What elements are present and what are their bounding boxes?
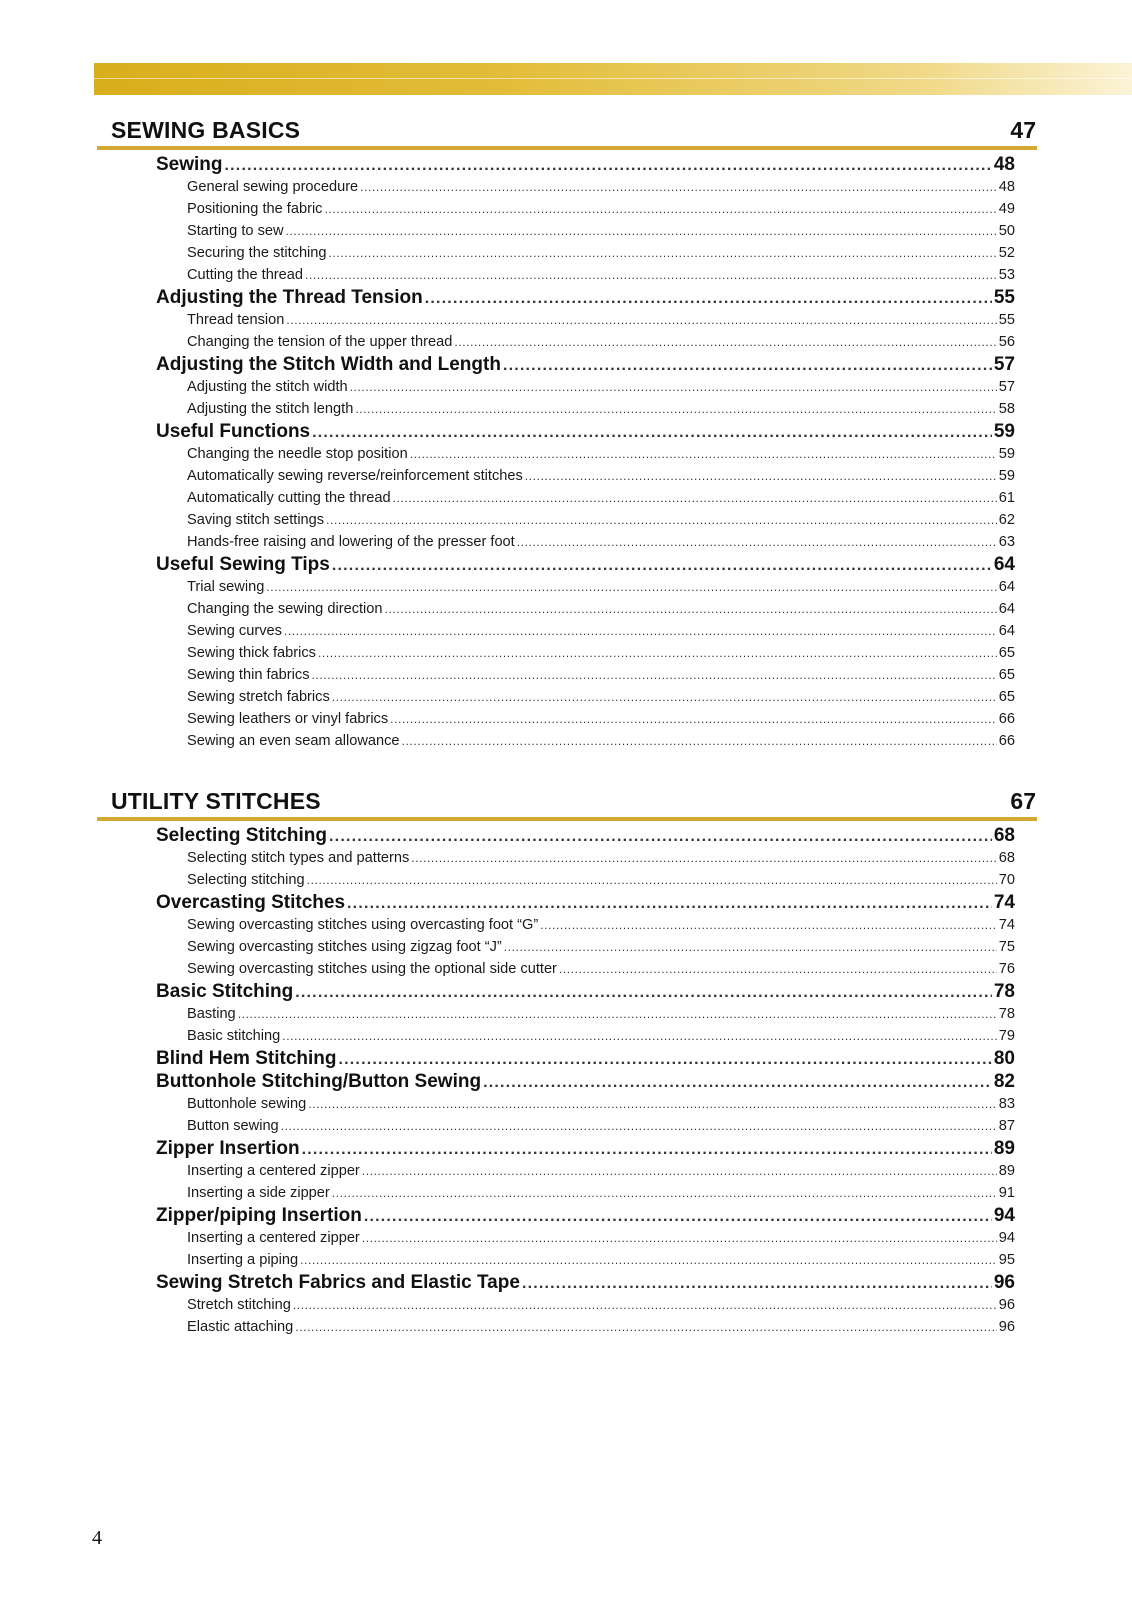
leader-dots bbox=[355, 398, 996, 420]
topic-title: Changing the sewing direction bbox=[187, 601, 383, 617]
toc-chapter-entry[interactable] bbox=[156, 1137, 1015, 1160]
toc-topic-entry[interactable] bbox=[187, 376, 1015, 398]
leader-dots bbox=[332, 686, 997, 708]
toc-chapter-entry[interactable] bbox=[156, 153, 1015, 176]
topic-title: Positioning the fabric bbox=[187, 201, 323, 217]
toc-topic-entry[interactable] bbox=[187, 686, 1015, 708]
topic-title: Starting to sew bbox=[187, 223, 284, 239]
leader-dots bbox=[329, 242, 997, 264]
leader-dots bbox=[305, 264, 997, 286]
topic-title: General sewing procedure bbox=[187, 179, 359, 195]
topic-title: Automatically cutting the thread bbox=[187, 490, 391, 506]
leader-dots bbox=[266, 576, 996, 598]
topic-page-number: 59 bbox=[998, 468, 1015, 484]
topic-page-number: 78 bbox=[998, 1006, 1015, 1022]
chapter-page-number: 96 bbox=[993, 1272, 1015, 1293]
toc-topic-entry[interactable] bbox=[187, 398, 1015, 420]
topic-page-number: 68 bbox=[998, 850, 1015, 866]
chapter-page-number: 78 bbox=[993, 981, 1015, 1002]
topic-page-number: 66 bbox=[998, 733, 1015, 749]
topic-title: Sewing overcasting stitches using overcasting foot “G” bbox=[187, 917, 539, 933]
leader-dots bbox=[454, 331, 996, 353]
toc-topic-entry[interactable] bbox=[187, 198, 1015, 220]
toc-topic-entry[interactable] bbox=[187, 598, 1015, 620]
section-title: UTILITY STITCHES bbox=[111, 788, 321, 814]
leader-dots bbox=[332, 554, 992, 576]
leader-dots bbox=[286, 220, 997, 242]
chapter-title: Adjusting the Thread Tension bbox=[156, 287, 423, 308]
toc-topic-entry[interactable] bbox=[187, 531, 1015, 553]
leader-dots bbox=[295, 1316, 996, 1338]
section-heading bbox=[97, 783, 1037, 821]
chapter-page-number: 59 bbox=[993, 421, 1015, 442]
leader-dots bbox=[329, 825, 992, 847]
chapter-page-number: 68 bbox=[993, 825, 1015, 846]
toc-topic-entry[interactable] bbox=[187, 242, 1015, 264]
topic-page-number: 55 bbox=[998, 312, 1015, 328]
toc-topic-entry[interactable] bbox=[187, 1115, 1015, 1137]
chapter-page-number: 89 bbox=[993, 1138, 1015, 1159]
topic-page-number: 89 bbox=[998, 1163, 1015, 1179]
leader-dots bbox=[284, 620, 997, 642]
toc-topic-entry[interactable] bbox=[187, 847, 1015, 869]
topic-title: Button sewing bbox=[187, 1118, 279, 1134]
topic-page-number: 53 bbox=[998, 267, 1015, 283]
topic-title: Adjusting the stitch width bbox=[187, 379, 348, 395]
leader-dots bbox=[282, 1025, 996, 1047]
section-page-number: 67 bbox=[1010, 788, 1036, 814]
toc-topic-entry[interactable] bbox=[187, 642, 1015, 664]
toc-topic-entry[interactable] bbox=[187, 1316, 1015, 1338]
topic-title: Stretch stitching bbox=[187, 1297, 291, 1313]
leader-dots bbox=[504, 936, 997, 958]
topic-title: Sewing thick fabrics bbox=[187, 645, 316, 661]
toc-chapter-entry[interactable] bbox=[156, 353, 1015, 376]
topic-title: Inserting a side zipper bbox=[187, 1185, 330, 1201]
chapter-title: Useful Functions bbox=[156, 421, 311, 442]
topic-page-number: 58 bbox=[998, 401, 1015, 417]
toc-chapter-entry[interactable] bbox=[156, 1204, 1015, 1227]
leader-dots bbox=[525, 465, 997, 487]
leader-dots bbox=[522, 1272, 992, 1294]
leader-dots bbox=[286, 309, 996, 331]
toc-topic-entry[interactable] bbox=[187, 220, 1015, 242]
toc-chapter-entry[interactable] bbox=[156, 286, 1015, 309]
toc-topic-entry[interactable] bbox=[187, 1227, 1015, 1249]
topic-page-number: 64 bbox=[998, 601, 1015, 617]
leader-dots bbox=[402, 730, 997, 752]
topic-page-number: 65 bbox=[998, 689, 1015, 705]
leader-dots bbox=[225, 154, 992, 176]
leader-dots bbox=[350, 376, 997, 398]
toc-topic-entry[interactable] bbox=[187, 309, 1015, 331]
topic-title: Sewing curves bbox=[187, 623, 282, 639]
leader-dots bbox=[503, 354, 992, 376]
chapter-title: Buttonhole Stitching/Button Sewing bbox=[156, 1071, 482, 1092]
toc-topic-entry[interactable] bbox=[187, 1003, 1015, 1025]
topic-title: Inserting a centered zipper bbox=[187, 1230, 360, 1246]
page-number: 4 bbox=[92, 1527, 102, 1549]
leader-dots bbox=[295, 981, 992, 1003]
topic-title: Sewing an even seam allowance bbox=[187, 733, 400, 749]
toc-topic-entry[interactable] bbox=[187, 730, 1015, 752]
topic-page-number: 65 bbox=[998, 645, 1015, 661]
chapter-title: Sewing Stretch Fabrics and Elastic Tape bbox=[156, 1272, 520, 1293]
chapter-page-number: 82 bbox=[993, 1071, 1015, 1092]
topic-title: Changing the tension of the upper thread bbox=[187, 334, 453, 350]
topic-title: Buttonhole sewing bbox=[187, 1096, 307, 1112]
chapter-page-number: 94 bbox=[993, 1205, 1015, 1226]
header-color-band bbox=[94, 63, 1132, 95]
topic-title: Thread tension bbox=[187, 312, 285, 328]
leader-dots bbox=[385, 598, 997, 620]
topic-page-number: 87 bbox=[998, 1118, 1015, 1134]
toc-topic-entry[interactable] bbox=[187, 443, 1015, 465]
leader-dots bbox=[559, 958, 997, 980]
leader-dots bbox=[364, 1205, 992, 1227]
topic-title: Sewing overcasting stitches using the optional side cutter bbox=[187, 961, 557, 977]
topic-page-number: 57 bbox=[998, 379, 1015, 395]
topic-title: Hands-free raising and lowering of the presser foot bbox=[187, 534, 515, 550]
topic-page-number: 64 bbox=[998, 579, 1015, 595]
topic-page-number: 66 bbox=[998, 711, 1015, 727]
header-band-line bbox=[94, 78, 1132, 79]
leader-dots bbox=[332, 1182, 997, 1204]
toc-topic-entry[interactable] bbox=[187, 936, 1015, 958]
chapter-title: Adjusting the Stitch Width and Length bbox=[156, 354, 501, 375]
topic-title: Sewing overcasting stitches using zigzag foot “J” bbox=[187, 939, 502, 955]
topic-title: Adjusting the stitch length bbox=[187, 401, 354, 417]
chapter-list bbox=[97, 150, 1037, 752]
chapter-page-number: 57 bbox=[993, 354, 1015, 375]
chapter-list bbox=[97, 821, 1037, 1338]
topic-page-number: 83 bbox=[998, 1096, 1015, 1112]
topic-title: Trial sewing bbox=[187, 579, 265, 595]
topic-page-number: 94 bbox=[998, 1230, 1015, 1246]
leader-dots bbox=[281, 1115, 997, 1137]
leader-dots bbox=[308, 1093, 997, 1115]
topic-title: Automatically sewing reverse/reinforcement stitches bbox=[187, 468, 523, 484]
topic-title: Selecting stitch types and patterns bbox=[187, 850, 410, 866]
topic-page-number: 70 bbox=[998, 872, 1015, 888]
topic-title: Selecting stitching bbox=[187, 872, 305, 888]
toc-section bbox=[97, 783, 1037, 1338]
topic-page-number: 61 bbox=[998, 490, 1015, 506]
leader-dots bbox=[410, 443, 997, 465]
topic-page-number: 56 bbox=[998, 334, 1015, 350]
toc-topic-entry[interactable] bbox=[187, 664, 1015, 686]
topic-page-number: 62 bbox=[998, 512, 1015, 528]
section-heading bbox=[97, 112, 1037, 150]
topic-title: Securing the stitching bbox=[187, 245, 327, 261]
topic-title: Elastic attaching bbox=[187, 1319, 294, 1335]
toc-topic-entry[interactable] bbox=[187, 331, 1015, 353]
leader-dots bbox=[540, 914, 997, 936]
leader-dots bbox=[293, 1294, 997, 1316]
leader-dots bbox=[425, 287, 992, 309]
section-title: SEWING BASICS bbox=[111, 117, 301, 143]
leader-dots bbox=[326, 509, 997, 531]
leader-dots bbox=[517, 531, 997, 553]
chapter-title: Zipper Insertion bbox=[156, 1138, 300, 1159]
section-page-number: 47 bbox=[1010, 117, 1036, 143]
chapter-title: Zipper/piping Insertion bbox=[156, 1205, 362, 1226]
toc-topic-entry[interactable] bbox=[187, 509, 1015, 531]
leader-dots bbox=[300, 1249, 997, 1271]
toc-topic-entry[interactable] bbox=[187, 1025, 1015, 1047]
toc-topic-entry[interactable] bbox=[187, 487, 1015, 509]
leader-dots bbox=[324, 198, 996, 220]
topic-title: Sewing thin fabrics bbox=[187, 667, 310, 683]
toc-topic-entry[interactable] bbox=[187, 264, 1015, 286]
topic-title: Cutting the thread bbox=[187, 267, 304, 283]
toc-topic-entry[interactable] bbox=[187, 620, 1015, 642]
leader-dots bbox=[339, 1048, 992, 1070]
topic-page-number: 50 bbox=[998, 223, 1015, 239]
leader-dots bbox=[312, 664, 997, 686]
chapter-title: Blind Hem Stitching bbox=[156, 1048, 337, 1069]
leader-dots bbox=[312, 421, 992, 443]
topic-page-number: 64 bbox=[998, 623, 1015, 639]
chapter-title: Basic Stitching bbox=[156, 981, 294, 1002]
leader-dots bbox=[411, 847, 996, 869]
topic-page-number: 49 bbox=[998, 201, 1015, 217]
leader-dots bbox=[302, 1138, 992, 1160]
toc-chapter-entry[interactable] bbox=[156, 824, 1015, 847]
chapter-title: Sewing bbox=[156, 154, 223, 175]
leader-dots bbox=[390, 708, 997, 730]
leader-dots bbox=[362, 1227, 997, 1249]
chapter-page-number: 74 bbox=[993, 892, 1015, 913]
toc-chapter-entry[interactable] bbox=[156, 1070, 1015, 1093]
leader-dots bbox=[362, 1160, 997, 1182]
topic-title: Basting bbox=[187, 1006, 236, 1022]
topic-title: Sewing stretch fabrics bbox=[187, 689, 330, 705]
topic-title: Saving stitch settings bbox=[187, 512, 325, 528]
toc-topic-entry[interactable] bbox=[187, 869, 1015, 891]
chapter-page-number: 64 bbox=[993, 554, 1015, 575]
topic-page-number: 96 bbox=[998, 1319, 1015, 1335]
leader-dots bbox=[347, 892, 992, 914]
topic-title: Inserting a piping bbox=[187, 1252, 299, 1268]
toc-topic-entry[interactable] bbox=[187, 1249, 1015, 1271]
toc-topic-entry[interactable] bbox=[187, 1182, 1015, 1204]
topic-page-number: 79 bbox=[998, 1028, 1015, 1044]
toc-chapter-entry[interactable] bbox=[156, 891, 1015, 914]
leader-dots bbox=[238, 1003, 997, 1025]
chapter-title: Selecting Stitching bbox=[156, 825, 328, 846]
toc-topic-entry[interactable] bbox=[187, 1093, 1015, 1115]
chapter-page-number: 55 bbox=[993, 287, 1015, 308]
chapter-title: Useful Sewing Tips bbox=[156, 554, 330, 575]
toc-chapter-entry[interactable] bbox=[156, 1271, 1015, 1294]
leader-dots bbox=[393, 487, 997, 509]
toc-topic-entry[interactable] bbox=[187, 465, 1015, 487]
topic-page-number: 95 bbox=[998, 1252, 1015, 1268]
leader-dots bbox=[307, 869, 997, 891]
toc-chapter-entry[interactable] bbox=[156, 553, 1015, 576]
toc-topic-entry[interactable] bbox=[187, 576, 1015, 598]
toc-topic-entry[interactable] bbox=[187, 914, 1015, 936]
toc-topic-entry[interactable] bbox=[187, 958, 1015, 980]
toc-topic-entry[interactable] bbox=[187, 1294, 1015, 1316]
topic-page-number: 76 bbox=[998, 961, 1015, 977]
topic-page-number: 63 bbox=[998, 534, 1015, 550]
toc-chapter-entry[interactable] bbox=[156, 420, 1015, 443]
topic-page-number: 52 bbox=[998, 245, 1015, 261]
leader-dots bbox=[318, 642, 997, 664]
toc-chapter-entry[interactable] bbox=[156, 1047, 1015, 1070]
toc-section bbox=[97, 112, 1037, 752]
topic-title: Sewing leathers or vinyl fabrics bbox=[187, 711, 389, 727]
topic-page-number: 96 bbox=[998, 1297, 1015, 1313]
topic-page-number: 74 bbox=[998, 917, 1015, 933]
leader-dots bbox=[483, 1071, 992, 1093]
topic-page-number: 59 bbox=[998, 446, 1015, 462]
toc-topic-entry[interactable] bbox=[187, 1160, 1015, 1182]
topic-title: Basic stitching bbox=[187, 1028, 281, 1044]
topic-page-number: 65 bbox=[998, 667, 1015, 683]
topic-page-number: 75 bbox=[998, 939, 1015, 955]
toc-topic-entry[interactable] bbox=[187, 176, 1015, 198]
toc-topic-entry[interactable] bbox=[187, 708, 1015, 730]
chapter-page-number: 80 bbox=[993, 1048, 1015, 1069]
leader-dots bbox=[360, 176, 997, 198]
topic-title: Changing the needle stop position bbox=[187, 446, 408, 462]
topic-page-number: 91 bbox=[998, 1185, 1015, 1201]
topic-page-number: 48 bbox=[998, 179, 1015, 195]
toc-chapter-entry[interactable] bbox=[156, 980, 1015, 1003]
chapter-page-number: 48 bbox=[993, 154, 1015, 175]
topic-title: Inserting a centered zipper bbox=[187, 1163, 360, 1179]
chapter-title: Overcasting Stitches bbox=[156, 892, 346, 913]
